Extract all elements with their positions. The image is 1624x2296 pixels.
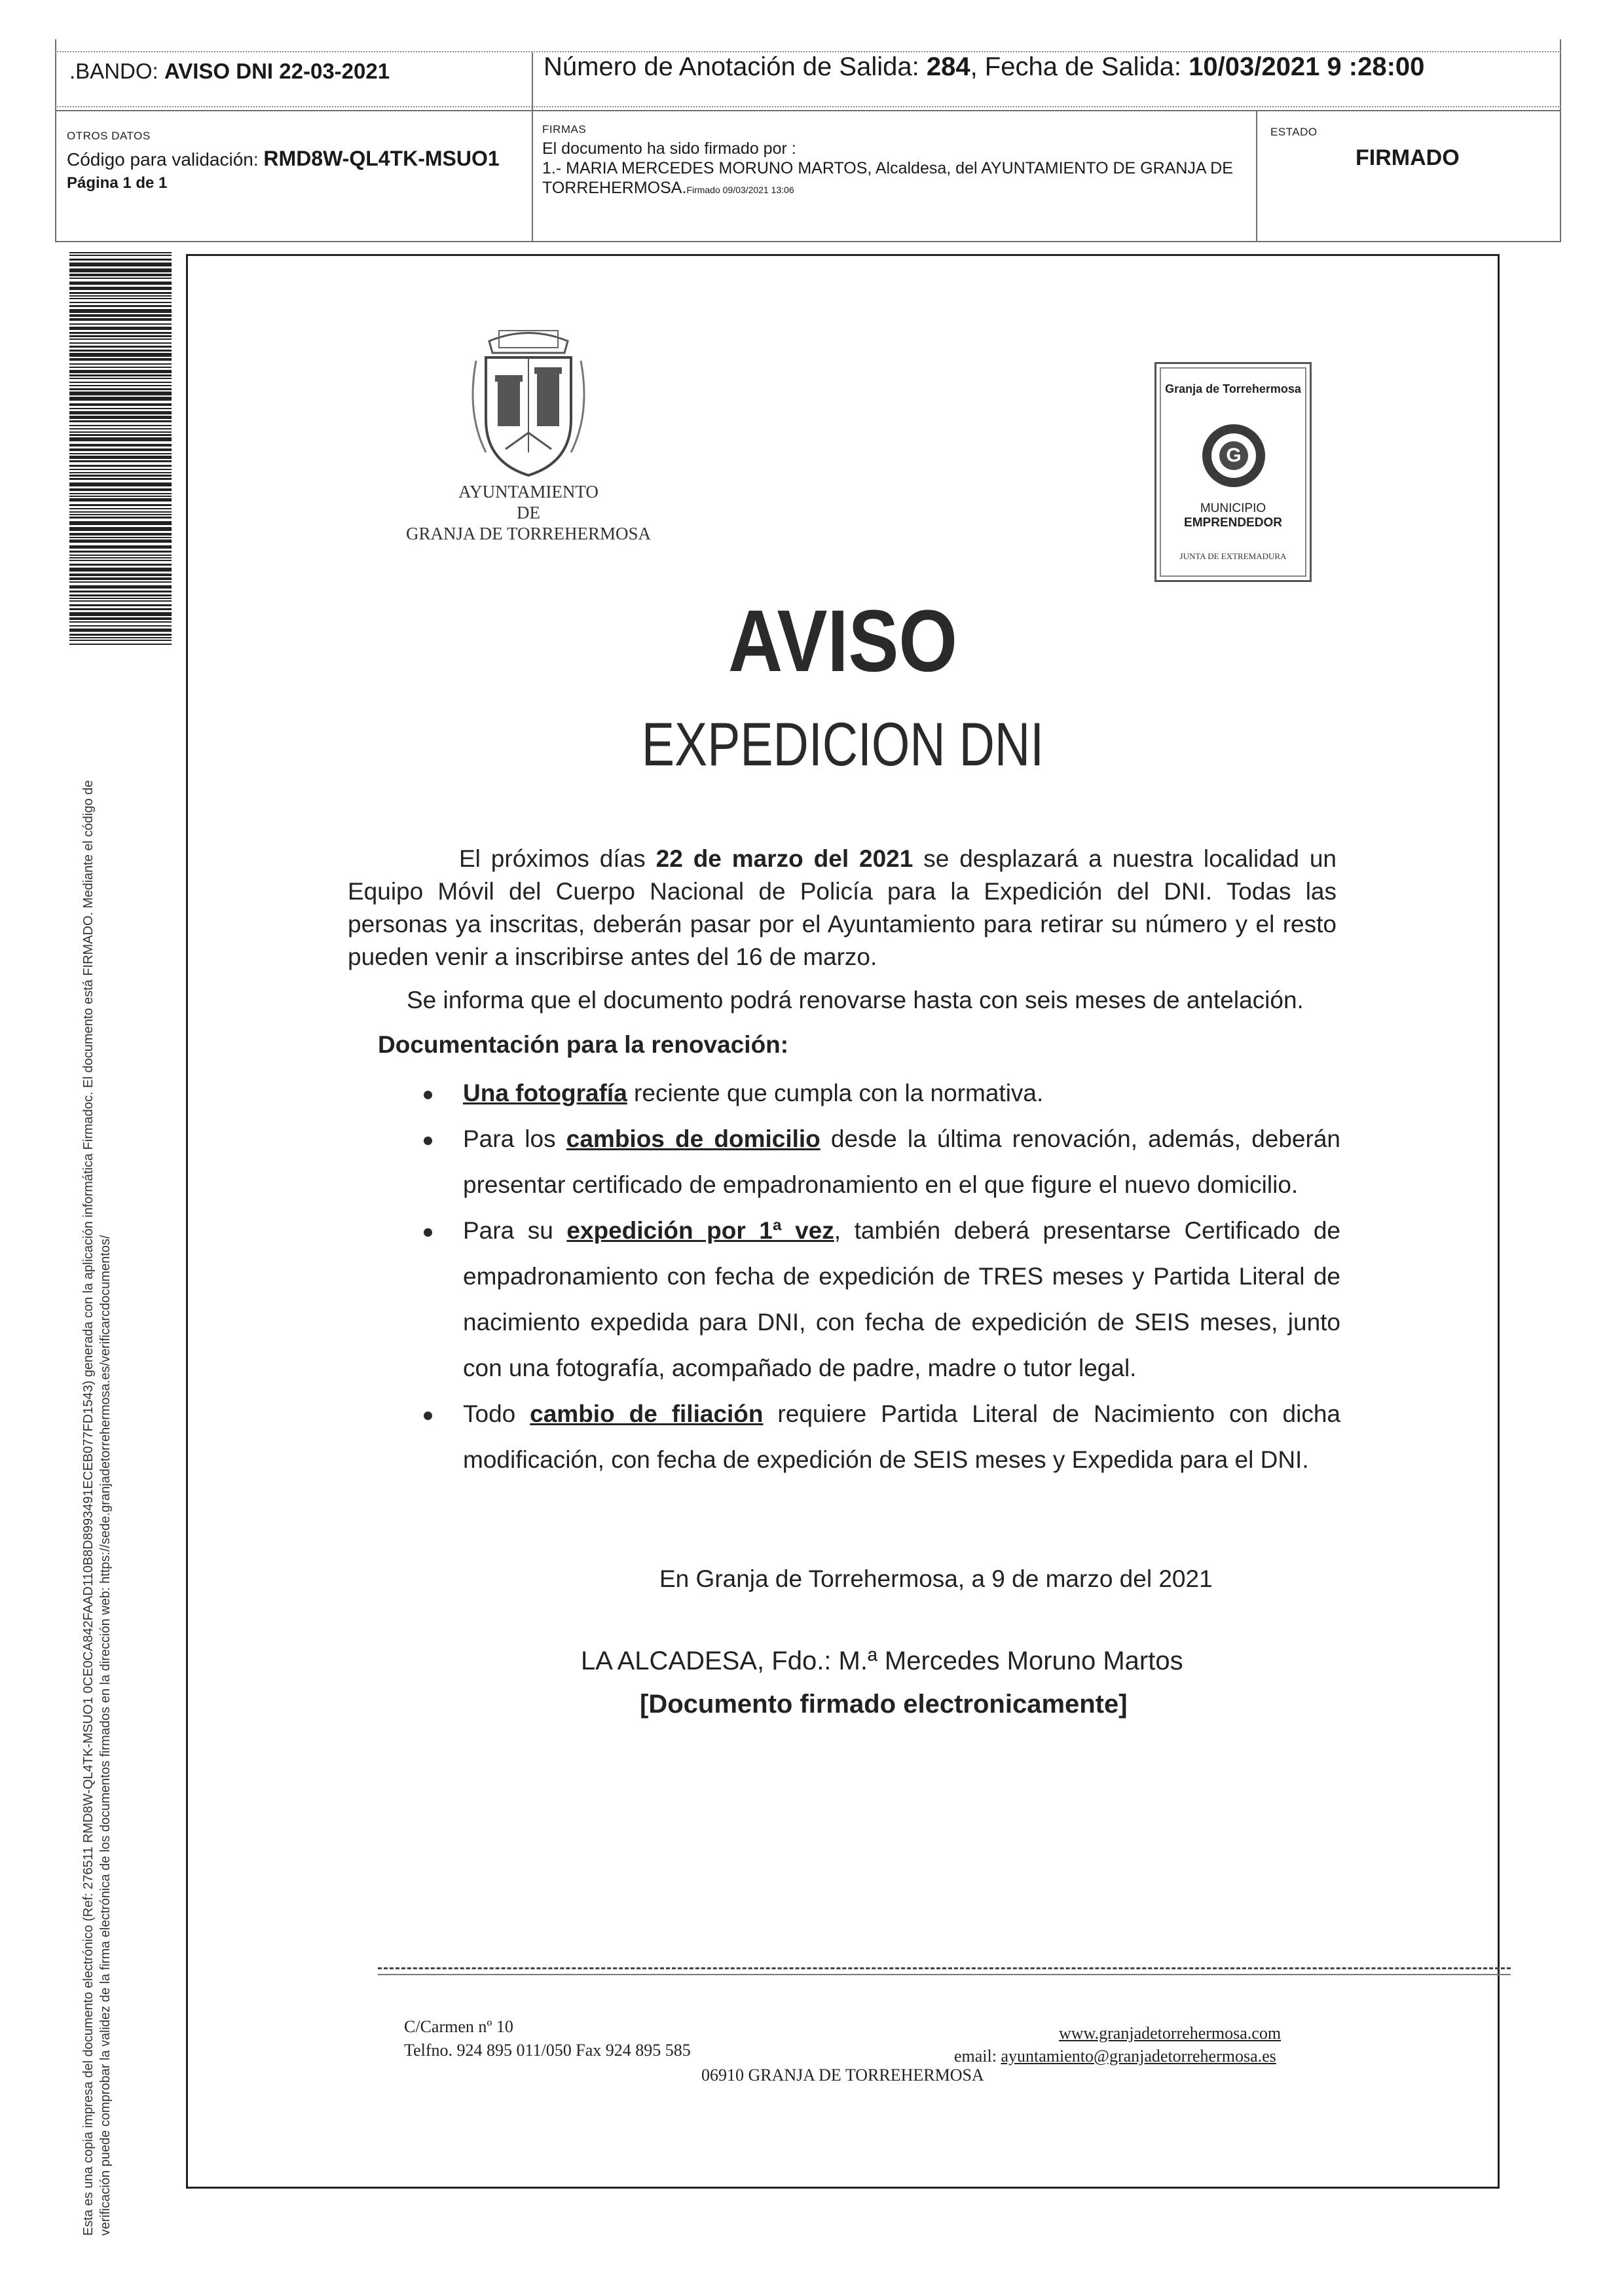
codigo-label: Código para validación: bbox=[67, 149, 264, 170]
signatory: LA ALCADESA, Fdo.: M.ª Mercedes Moruno Martos bbox=[581, 1647, 1183, 1675]
bullet-post: reciente que cumpla con la normativa. bbox=[627, 1080, 1044, 1106]
bullet-post: requiere Partida Literal de Nacimiento con dicha modificación, con fecha de expedición de SEIS meses y Expedida para el DNI. bbox=[463, 1400, 1340, 1473]
bullet-key: cambios de domicilio bbox=[566, 1125, 821, 1152]
barcode-bar bbox=[69, 514, 172, 515]
barcode-bar bbox=[69, 496, 172, 497]
paragraph-1-date: 22 de marzo del 2021 bbox=[655, 845, 913, 872]
header-border-left bbox=[55, 39, 56, 242]
badge-line-1: MUNICIPIO bbox=[1200, 501, 1266, 515]
barcode-bar bbox=[69, 295, 172, 297]
barcode-bar bbox=[69, 637, 172, 638]
footer-address: C/Carmen nº 10 bbox=[404, 2017, 513, 2036]
barcode-bar bbox=[69, 539, 172, 543]
barcode-bar bbox=[69, 521, 172, 525]
side-legal-line-2: verificación puede comprobar la validez de la firma electrónica de los documentos firmados en la dirección web: https://sede.granjadetorrehermosa.es/verificarcdocumentos/ bbox=[98, 1235, 113, 2236]
firmas-label: FIRMAS bbox=[542, 123, 587, 136]
firmas-detail bbox=[542, 139, 1315, 200]
estado-value: FIRMADO bbox=[1356, 145, 1460, 170]
footer-city: 06910 GRANJA DE TORREHERMOSA bbox=[701, 2066, 984, 2085]
barcode-bar bbox=[69, 608, 172, 610]
barcode-bar bbox=[69, 282, 172, 285]
logo-line-3: GRANJA DE TORREHERMOSA bbox=[405, 524, 652, 543]
bullet-pre: Para su bbox=[463, 1217, 567, 1244]
barcode-bar bbox=[69, 598, 172, 599]
barcode-bar bbox=[69, 367, 172, 368]
barcode-bar bbox=[69, 621, 172, 623]
header-border-right bbox=[1560, 39, 1561, 242]
codigo-validacion bbox=[67, 147, 500, 171]
footer-phone: Telfno. 924 895 011/050 Fax 924 895 585 bbox=[404, 2041, 691, 2060]
barcode-bar bbox=[69, 564, 172, 566]
page-subtitle: EXPEDICION DNI bbox=[641, 710, 1044, 778]
barcode-bar bbox=[69, 287, 172, 290]
barcode-bar bbox=[69, 342, 172, 344]
barcode-bar bbox=[69, 483, 172, 486]
barcode-bar bbox=[69, 574, 172, 576]
side-legal-line-1: Esta es una copia impresa del documento electrónico (Ref: 276511 RMD8W-QL4TK-MSUO1 0CE0CA842FAAD110B8D8993491ECEB077FD1543) generada con la aplicación informática Firmadoc. El documento está FIRMADO. Mediante el código de bbox=[81, 780, 96, 2236]
barcode-bar bbox=[69, 617, 172, 620]
barcode-bar bbox=[69, 278, 172, 279]
estado-label: ESTADO bbox=[1270, 126, 1318, 138]
barcode-bar bbox=[69, 444, 172, 446]
header-dotted-mid bbox=[55, 106, 1561, 107]
signing-date: En Granja de Torrehermosa, a 9 de marzo del 2021 bbox=[659, 1565, 1213, 1592]
barcode-bar bbox=[69, 577, 172, 580]
firmante: 1.- MARIA MERCEDES MORUNO MARTOS, Alcaldesa, del AYUNTAMIENTO DE GRANJA DE TORREHERMOSA. bbox=[542, 159, 1233, 197]
paragraph-2: Se informa que el documento podrá renovarse hasta con seis meses de antelación. bbox=[407, 987, 1304, 1013]
barcode-bar bbox=[69, 363, 172, 365]
bullet-pre: Para los bbox=[463, 1125, 566, 1152]
barcode-bar bbox=[69, 508, 172, 509]
barcode-bar bbox=[69, 338, 172, 340]
barcode-bar bbox=[69, 465, 172, 467]
barcode-bar bbox=[69, 323, 172, 325]
header-row-divider bbox=[55, 110, 1561, 111]
barcode-bar bbox=[69, 335, 172, 337]
municipio-emprendedor-badge bbox=[1154, 362, 1312, 582]
barcode-bar bbox=[69, 318, 172, 321]
barcode-bar bbox=[69, 425, 172, 426]
barcode-bar bbox=[69, 408, 172, 409]
barcode-bar bbox=[69, 382, 172, 383]
barcode-bar bbox=[69, 551, 172, 553]
barcode-bar bbox=[69, 591, 172, 592]
barcode-bar bbox=[69, 298, 172, 299]
badge-line-3: JUNTA DE EXTREMADURA bbox=[1179, 551, 1287, 561]
barcode-bar bbox=[69, 456, 172, 459]
barcode-bar bbox=[69, 604, 172, 606]
documentacion-heading: Documentación para la renovación: bbox=[378, 1031, 789, 1058]
barcode-bar bbox=[69, 594, 172, 596]
barcode-bar bbox=[69, 411, 172, 414]
barcode-bar bbox=[69, 504, 172, 506]
barcode-bar bbox=[69, 385, 172, 386]
barcode-bar bbox=[69, 581, 172, 583]
barcode-bar bbox=[69, 263, 172, 266]
codigo-value: RMD8W-QL4TK-MSUO1 bbox=[263, 147, 500, 170]
emprendedor-icon bbox=[1202, 424, 1265, 487]
badge-line-2: EMPRENDEDOR bbox=[1184, 516, 1282, 530]
bullet-post: desde la última renovación, además, deberán presentar certificado de empadronamiento en el que figure el nuevo domicilio. bbox=[463, 1125, 1340, 1198]
document-frame bbox=[186, 254, 1500, 2189]
barcode-bar bbox=[69, 625, 172, 627]
firmado-fecha: Firmado 09/03/2021 13:06 bbox=[686, 185, 794, 195]
barcode-bar bbox=[69, 488, 172, 491]
barcode-bar bbox=[69, 557, 172, 558]
page-title: AVISO bbox=[728, 592, 958, 690]
bando-prefix: .BANDO: bbox=[69, 59, 164, 83]
barcode-bar bbox=[69, 478, 172, 480]
badge-symbol: G bbox=[1226, 445, 1242, 466]
barcode-bar bbox=[69, 252, 172, 253]
barcode-bar bbox=[69, 388, 172, 390]
barcode-bar bbox=[69, 469, 172, 470]
ayuntamiento-logo bbox=[384, 321, 673, 543]
list-item bbox=[463, 1208, 1340, 1391]
barcode-bar bbox=[69, 259, 172, 261]
barcode-bar bbox=[69, 327, 172, 330]
barcode-bar bbox=[69, 453, 172, 454]
barcode-bar bbox=[69, 644, 172, 645]
numero-label: Número de Anotación de Salida: bbox=[544, 52, 927, 81]
barcode-bar bbox=[69, 431, 172, 433]
barcode-bar bbox=[69, 629, 172, 632]
bando-title bbox=[69, 59, 390, 84]
electronic-signature-note: [Documento firmado electronicamente] bbox=[640, 1690, 1128, 1719]
firmado-intro: El documento ha sido firmado por : bbox=[542, 139, 796, 158]
barcode-bar bbox=[69, 378, 172, 379]
barcode-bar bbox=[69, 448, 172, 451]
barcode-bar bbox=[69, 416, 172, 419]
barcode-bar bbox=[69, 350, 172, 352]
footer-email-link[interactable]: ayuntamiento@granjadetorrehermosa.es bbox=[1001, 2047, 1276, 2066]
barcode-bar bbox=[69, 475, 172, 477]
barcode-bar bbox=[69, 428, 172, 429]
requirements-list bbox=[463, 1070, 1340, 1483]
barcode-bar bbox=[69, 332, 172, 334]
barcode-bar bbox=[69, 268, 172, 272]
barcode-bar bbox=[69, 353, 172, 357]
footer-divider bbox=[378, 1967, 1511, 1975]
barcode-bar bbox=[69, 358, 172, 361]
barcode-bar bbox=[69, 585, 172, 589]
barcode-bar bbox=[69, 511, 172, 513]
barcode-bar bbox=[69, 517, 172, 519]
barcode-bar bbox=[69, 527, 172, 531]
list-item bbox=[463, 1116, 1340, 1208]
signature-header-table bbox=[55, 39, 1561, 242]
bullet-key: Una fotografía bbox=[463, 1080, 627, 1106]
barcode-bar bbox=[69, 314, 172, 317]
footer-email bbox=[954, 2047, 1276, 2066]
barcode-bar bbox=[69, 612, 172, 616]
barcode-bar bbox=[69, 434, 172, 436]
validation-barcode bbox=[69, 252, 172, 645]
barcode-bar bbox=[69, 305, 172, 307]
header-col-divider-1 bbox=[532, 52, 533, 242]
registro-salida bbox=[544, 50, 1460, 84]
barcode-bar bbox=[69, 533, 172, 536]
footer-email-label: email: bbox=[954, 2047, 1001, 2066]
barcode-bar bbox=[69, 460, 172, 462]
badge-title: Granja de Torrehermosa bbox=[1165, 382, 1301, 395]
pagina-indicator: Página 1 de 1 bbox=[67, 174, 168, 192]
bullet-key: expedición por 1ª vez bbox=[566, 1217, 834, 1244]
barcode-bar bbox=[69, 600, 172, 602]
barcode-bar bbox=[69, 634, 172, 636]
side-legal-notice bbox=[80, 701, 132, 2236]
barcode-bar bbox=[69, 292, 172, 294]
barcode-bar bbox=[69, 555, 172, 556]
bando-value: AVISO DNI 22-03-2021 bbox=[164, 59, 390, 83]
fecha-value: 10/03/2021 9 :28:00 bbox=[1189, 52, 1425, 81]
list-item bbox=[463, 1391, 1340, 1483]
barcode-bar bbox=[69, 437, 172, 441]
logo-line-2: DE bbox=[517, 503, 540, 522]
header-border-bottom bbox=[55, 241, 1561, 242]
bullet-key: cambio de filiación bbox=[530, 1400, 764, 1427]
numero-value: 284 bbox=[926, 52, 970, 81]
barcode-bar bbox=[69, 392, 172, 395]
barcode-bar bbox=[69, 397, 172, 401]
paragraph-1-pre: El próximos días bbox=[459, 845, 656, 872]
barcode-bar bbox=[69, 493, 172, 494]
logo-line-1: AYUNTAMIENTO bbox=[458, 482, 599, 501]
paragraph-1 bbox=[348, 843, 1337, 974]
barcode-bar bbox=[69, 640, 172, 641]
barcode-bar bbox=[69, 498, 172, 501]
fecha-label: , Fecha de Salida: bbox=[970, 52, 1189, 81]
barcode-bar bbox=[69, 309, 172, 313]
barcode-bar bbox=[69, 545, 172, 549]
otros-datos-label: OTROS DATOS bbox=[67, 130, 151, 142]
footer-website-link[interactable]: www.granjadetorrehermosa.com bbox=[1059, 2024, 1282, 2043]
barcode-bar bbox=[69, 403, 172, 406]
barcode-bar bbox=[69, 420, 172, 422]
barcode-bar bbox=[69, 302, 172, 303]
paragraph-1-post: se desplazará a nuestra localidad un Equipo Móvil del Cuerpo Nacional de Policía para la Expedición del DNI. Todas las personas ya inscritas, deberán pasar por el Ayuntamiento para retirar su número y el resto pueden venir a inscribirse antes del 16 de marzo. bbox=[348, 845, 1337, 970]
barcode-bar bbox=[69, 472, 172, 473]
barcode-bar bbox=[69, 568, 172, 572]
barcode-bar bbox=[69, 370, 172, 373]
bullet-post: , también deberá presentarse Certificado de empadronamiento con fecha de expedición de TRES meses y Partida Literal de nacimiento expedida para DNI, con fecha de expedición de SEIS meses, junto con una fotografía, acompañado de padre, madre o tutor legal. bbox=[463, 1217, 1340, 1381]
bullet-pre: Todo bbox=[463, 1400, 530, 1427]
barcode-bar bbox=[69, 560, 172, 561]
barcode-bar bbox=[69, 374, 172, 376]
list-item bbox=[463, 1070, 1340, 1116]
coat-of-arms-icon bbox=[460, 321, 597, 479]
barcode-bar bbox=[69, 346, 172, 348]
barcode-bar bbox=[69, 255, 172, 256]
barcode-bar bbox=[69, 274, 172, 276]
barcode-bar bbox=[69, 537, 172, 538]
